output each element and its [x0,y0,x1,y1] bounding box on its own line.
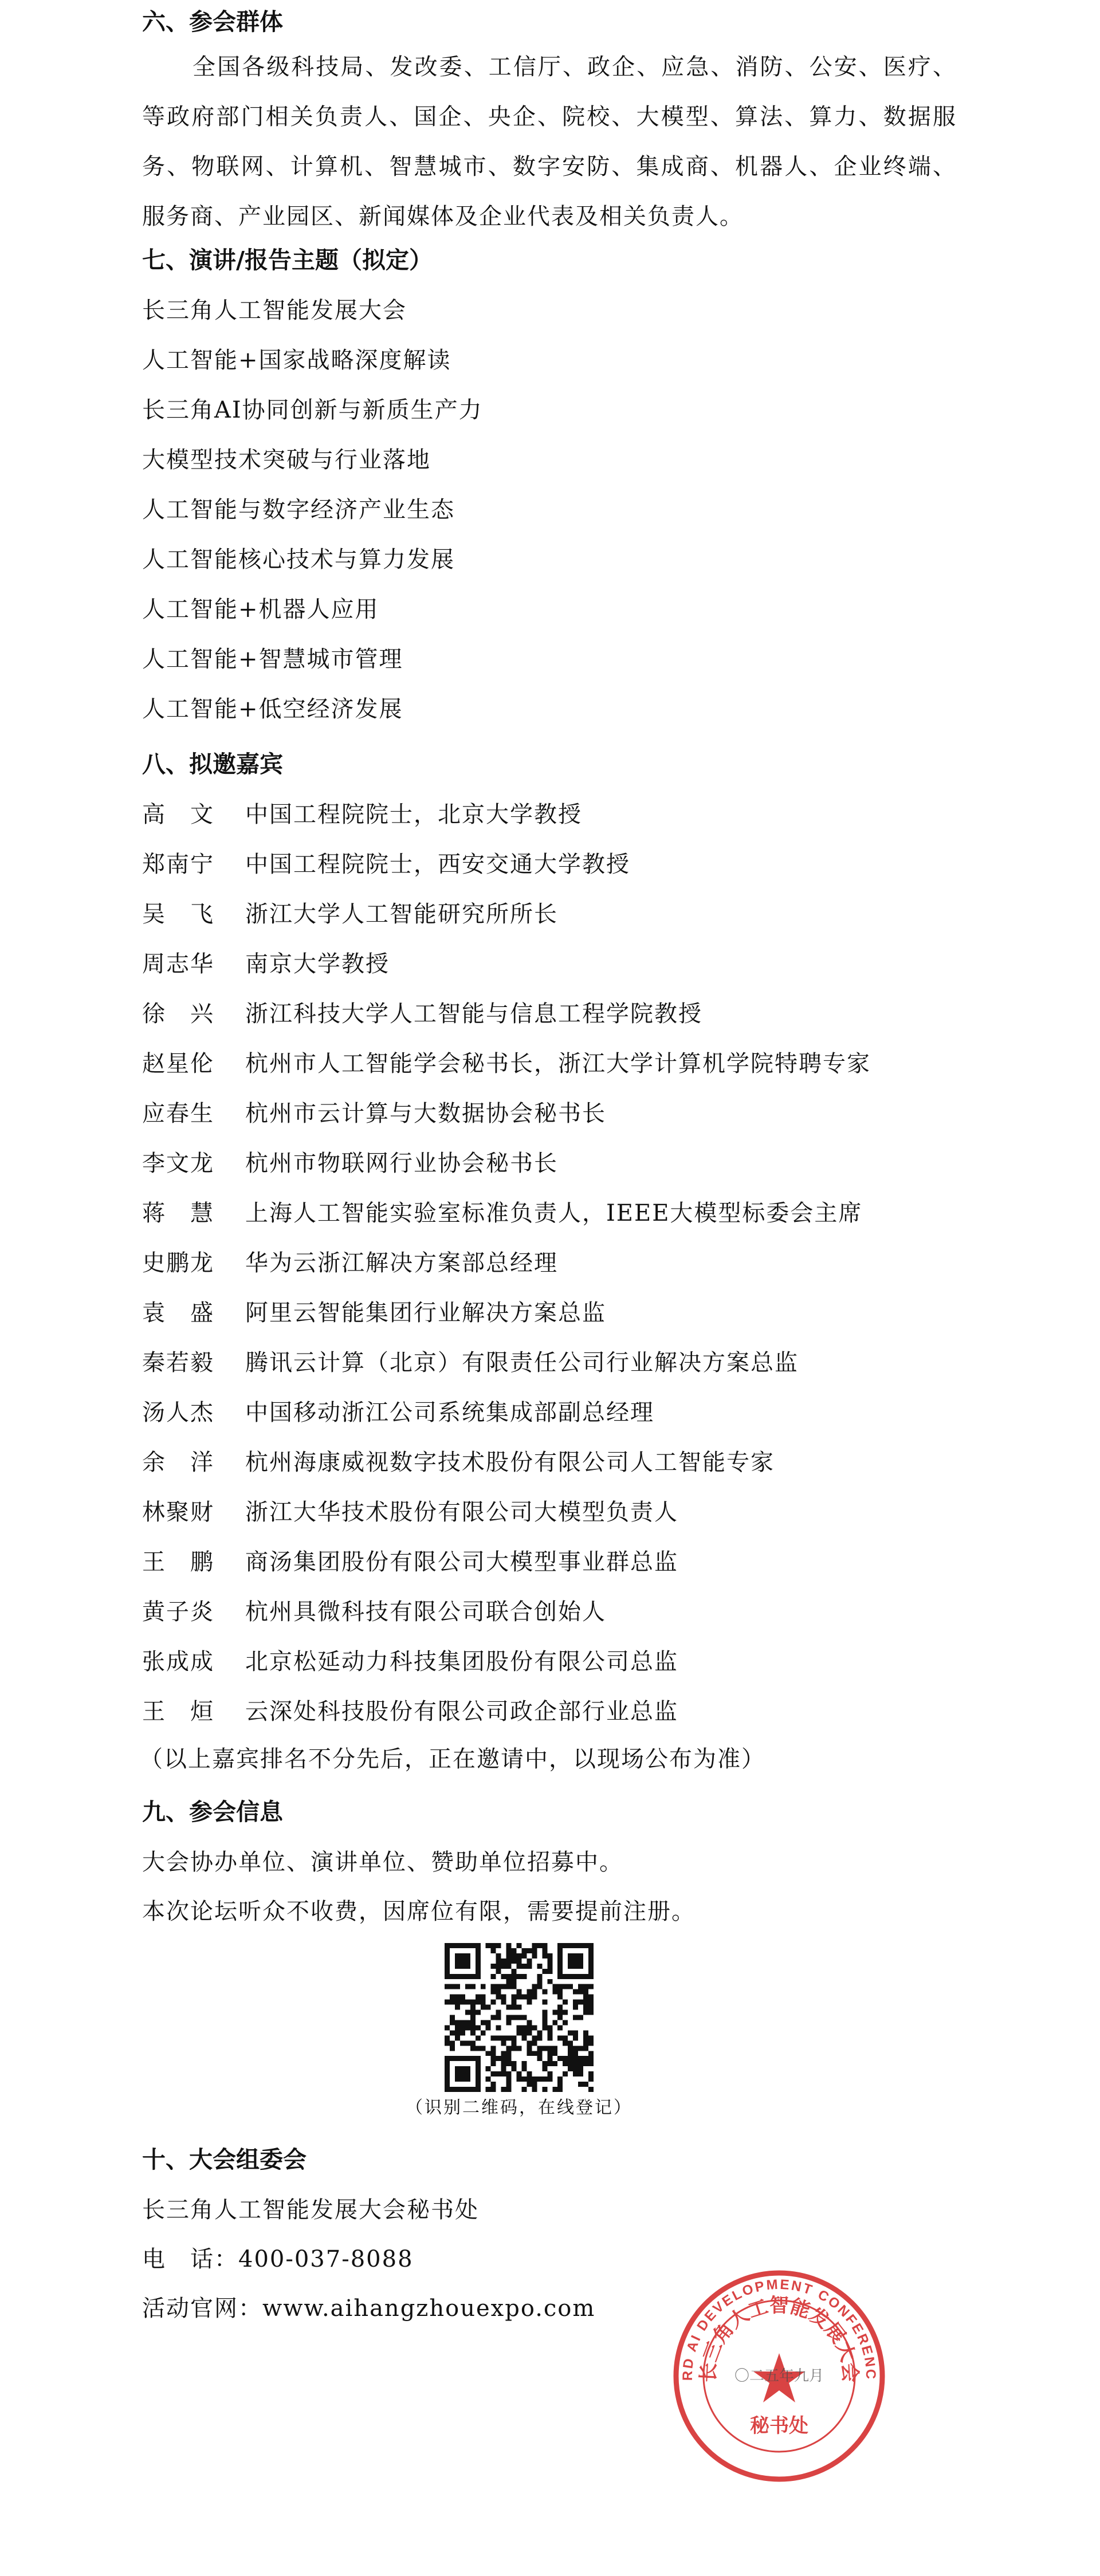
topic-item: 人工智能+智慧城市管理 [142,646,403,672]
guest-title: 杭州市云计算与大数据协会秘书长 [245,1100,606,1127]
guest-name: 蒋 慧 [142,1200,214,1226]
registration-line-2: 本次论坛听众不收费，因席位有限，需要提前注册。 [142,1898,696,1925]
seal-inner-text: 长三角人工智能发展大会 [697,2294,862,2383]
seal-bottom-text: 秘书处 [750,2414,808,2437]
guest-row [142,1146,957,1196]
guest-row [142,1694,957,1744]
section-8-title: 八、拟邀嘉宾 [142,750,283,778]
guest-name: 徐 兴 [142,1001,214,1027]
guest-title: 浙江科技大学人工智能与信息工程学院教授 [245,1001,702,1027]
committee-website[interactable]: 活动官网：www.aihangzhouexpo.com [142,2295,596,2322]
guest-row [142,1246,957,1296]
section-registration [142,1795,957,1929]
guest-title: 杭州市人工智能学会秘书长，浙江大学计算机学院特聘专家 [245,1051,871,1077]
guest-title: 阿里云智能集团行业解决方案总监 [245,1300,606,1326]
guest-name: 高 文 [142,801,214,828]
guest-row [142,797,957,847]
topic-item: 人工智能与数字经济产业生态 [142,497,455,523]
guest-row [142,1595,957,1645]
guest-row [142,1495,957,1545]
section-6-title: 六、参会群体 [142,8,283,36]
guest-title: 杭州海康威视数字技术股份有限公司人工智能专家 [245,1449,775,1476]
guest-row [142,1096,957,1146]
topic-item: 长三角AI协同创新与新质生产力 [142,397,483,423]
guest-title: 腾讯云计算（北京）有限责任公司行业解决方案总监 [245,1350,799,1376]
guest-row [142,1346,957,1395]
guest-title: 杭州具微科技有限公司联合创始人 [245,1599,606,1625]
section-7-title: 七、演讲/报告主题（拟定） [142,246,433,274]
qr-code-icon [445,1943,594,2092]
guest-row [142,1445,957,1495]
qr-caption: （识别二维码，在线登记） [406,2098,632,2118]
guest-title: 上海人工智能实验室标准负责人，IEEE大模型标委会主席 [245,1200,863,1226]
guest-row [142,1545,957,1595]
seal-outer-text: RD AI DEVELOPMENT CONFERENC [679,2276,879,2381]
section-participants [142,5,957,242]
guest-row [142,847,957,897]
guest-title: 南京大学教授 [245,951,390,977]
topic-item: 大模型技术突破与行业落地 [142,447,431,473]
participants-paragraph: 全国各级科技局、发改委、工信厅、政企、应急、消防、公安、医疗、等政府部门相关负责人、国企、央企、院校、大模型、算法、算力、数据服务、物联网、计算机、智慧城市、数字安防、集成商、机器人、企业终端、服务商、产业园区、新闻媒体及企业代表及相关负责人。 [142,54,957,230]
guest-name: 汤人杰 [142,1399,214,1426]
guest-name: 王 鹏 [142,1549,214,1575]
guest-title: 中国移动浙江公司系统集成部副总经理 [245,1399,654,1426]
guest-row [142,897,957,947]
guest-name: 王 烜 [142,1698,214,1725]
topic-item: 长三角人工智能发展大会 [142,297,407,324]
section-9-title: 九、参会信息 [142,1798,283,1826]
official-seal [670,2267,888,2485]
topic-item: 人工智能+国家战略深度解读 [142,347,451,373]
section-10-title: 十、大会组委会 [142,2146,307,2173]
guest-row [142,1196,957,1246]
guest-name: 秦若毅 [142,1350,214,1376]
section-topics [142,243,957,742]
guest-row [142,1296,957,1346]
guest-title: 云深处科技股份有限公司政企部行业总监 [245,1698,678,1725]
seal-date-text: 〇二五年九月 [734,2367,824,2385]
guest-title: 中国工程院院士，西安交通大学教授 [245,851,630,878]
topic-item: 人工智能核心技术与算力发展 [142,546,455,573]
guest-name: 赵星伦 [142,1051,214,1077]
guest-name: 张成成 [142,1649,214,1675]
topic-item: 人工智能+机器人应用 [142,596,379,623]
guest-name: 周志华 [142,951,214,977]
guest-name: 李文龙 [142,1150,214,1177]
guest-row [142,1047,957,1096]
committee-org: 长三角人工智能发展大会秘书处 [142,2197,479,2223]
guest-title: 杭州市物联网行业协会秘书长 [245,1150,558,1177]
guest-title: 浙江大学人工智能研究所所长 [245,901,558,927]
guest-name: 郑南宁 [142,851,214,878]
guest-name: 吴 飞 [142,901,214,927]
guest-list [142,797,957,1744]
topics-list [142,293,957,742]
guest-title: 商汤集团股份有限公司大模型事业群总监 [245,1549,678,1575]
seal-stamp-icon [670,2267,888,2485]
guest-name: 余 洋 [142,1449,214,1476]
guest-name: 袁 盛 [142,1300,214,1326]
registration-qr-code[interactable] [445,1943,594,2092]
guest-name: 林聚财 [142,1499,214,1525]
guest-title: 华为云浙江解决方案部总经理 [245,1250,558,1276]
registration-line-1: 大会协办单位、演讲单位、赞助单位招募中。 [142,1849,623,1875]
guest-name: 应春生 [142,1100,214,1127]
topic-item: 人工智能+低空经济发展 [142,696,403,722]
guest-title: 北京松延动力科技集团股份有限公司总监 [245,1649,678,1675]
guest-name: 史鹏龙 [142,1250,214,1276]
guest-row [142,1645,957,1694]
guest-row [142,997,957,1047]
guest-title: 中国工程院院士，北京大学教授 [245,801,582,828]
guest-row [142,1395,957,1445]
guest-title: 浙江大华技术股份有限公司大模型负责人 [245,1499,678,1525]
guest-row [142,947,957,997]
guest-name: 黄子炎 [142,1599,214,1625]
guest-note: （以上嘉宾排名不分先后，正在邀请中，以现场公布为准） [140,1746,765,1772]
committee-phone: 电 话：400-037-8088 [142,2246,414,2272]
section-guests [142,747,957,1776]
